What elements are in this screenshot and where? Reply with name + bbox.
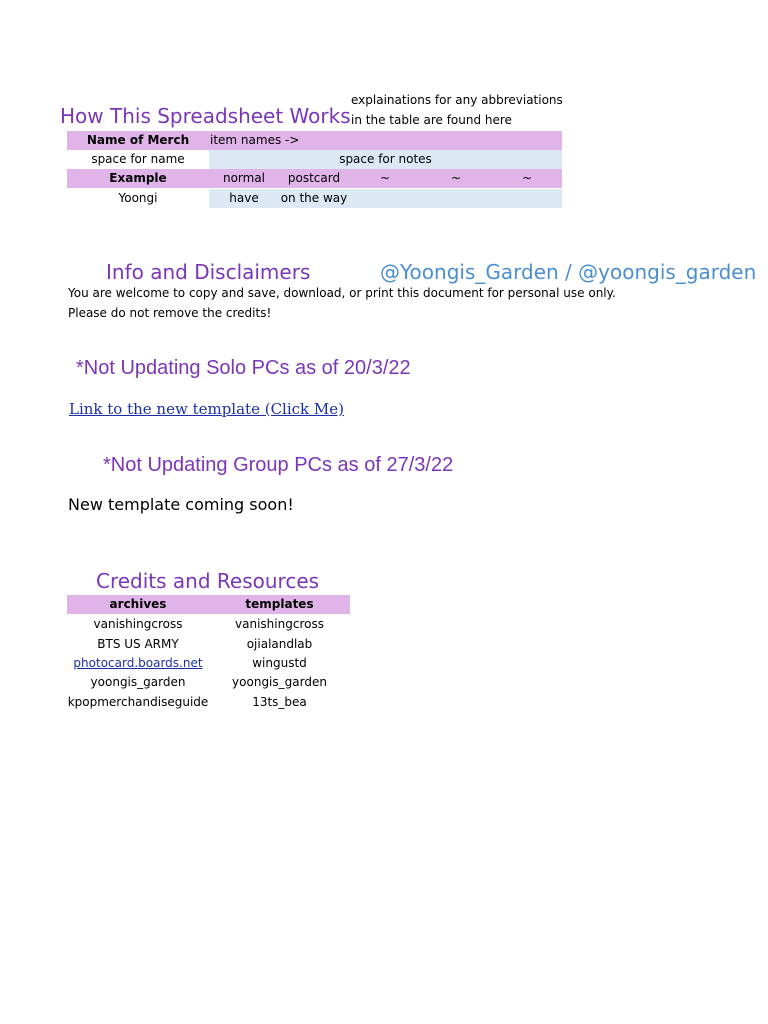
credits-row — [67, 615, 350, 634]
yoongi-name-cell: Yoongi — [118, 191, 158, 205]
new-template-note: New template coming soon! — [68, 495, 294, 514]
abbreviation-note-line2: in the table are found here — [351, 113, 512, 127]
credits-header-row — [67, 595, 350, 614]
archive-source: BTS US ARMY — [97, 637, 179, 651]
abbreviation-note-line1: explainations for any abbreviations — [351, 93, 563, 107]
new-template-link[interactable]: Link to the new template (Click Me) — [69, 400, 344, 418]
template-source: wingustd — [252, 656, 307, 670]
example-cell-2: postcard — [287, 171, 341, 185]
disclaimer-line2: Please do not remove the credits! — [68, 306, 272, 320]
archive-source-link[interactable]: photocard.boards.net — [73, 656, 203, 670]
solo-notice: *Not Updating Solo PCs as of 20/3/22 — [76, 357, 411, 379]
archive-source: kpopmerchandiseguide — [67, 695, 209, 709]
credits-row — [67, 654, 350, 673]
space-for-name-cell: space for name — [91, 152, 185, 166]
how-example-row — [67, 169, 562, 188]
info-section-title: Info and Disclaimers — [106, 260, 311, 284]
credits-row — [67, 635, 350, 654]
archive-source: yoongis_garden — [90, 675, 186, 689]
example-name-cell: Example — [109, 171, 167, 185]
templates-header: templates — [245, 597, 314, 611]
item-names-header: item names -> — [210, 133, 300, 147]
template-source: vanishingcross — [235, 617, 324, 631]
credits-section-title: Credits and Resources — [96, 569, 320, 593]
name-of-merch-header: Name of Merch — [86, 133, 190, 147]
how-header-row — [67, 131, 562, 150]
handle-wrap — [380, 260, 757, 286]
template-source: 13ts_bea — [252, 695, 307, 709]
space-for-notes-cell: space for notes — [209, 150, 562, 169]
archives-header: archives — [109, 597, 167, 611]
archive-source: vanishingcross — [93, 617, 183, 631]
example-cell-5: ~ — [521, 171, 533, 185]
credits-row — [67, 673, 350, 692]
template-source: ojialandlab — [246, 637, 313, 651]
yoongi-cell-1: have — [229, 191, 259, 205]
example-cell-4: ~ — [450, 171, 462, 185]
how-yoongi-row — [67, 189, 562, 208]
how-space-row — [67, 150, 562, 169]
disclaimer-line1: You are welcome to copy and save, download, or print this document for personal use only. — [68, 286, 616, 300]
how-section-title-wrap — [60, 104, 350, 130]
credits-row — [67, 693, 350, 712]
example-cell-1: normal — [222, 171, 266, 185]
yoongi-cell-2: on the way — [280, 191, 348, 205]
disclaimer-line1-wrap — [68, 286, 616, 304]
template-source: yoongis_garden — [232, 675, 327, 689]
social-handle: @Yoongis_Garden / @yoongis_garden — [380, 260, 757, 284]
example-cell-3: ~ — [379, 171, 391, 185]
how-section-title: How This Spreadsheet Works — [60, 104, 351, 128]
group-notice: *Not Updating Group PCs as of 27/3/22 — [103, 454, 454, 476]
